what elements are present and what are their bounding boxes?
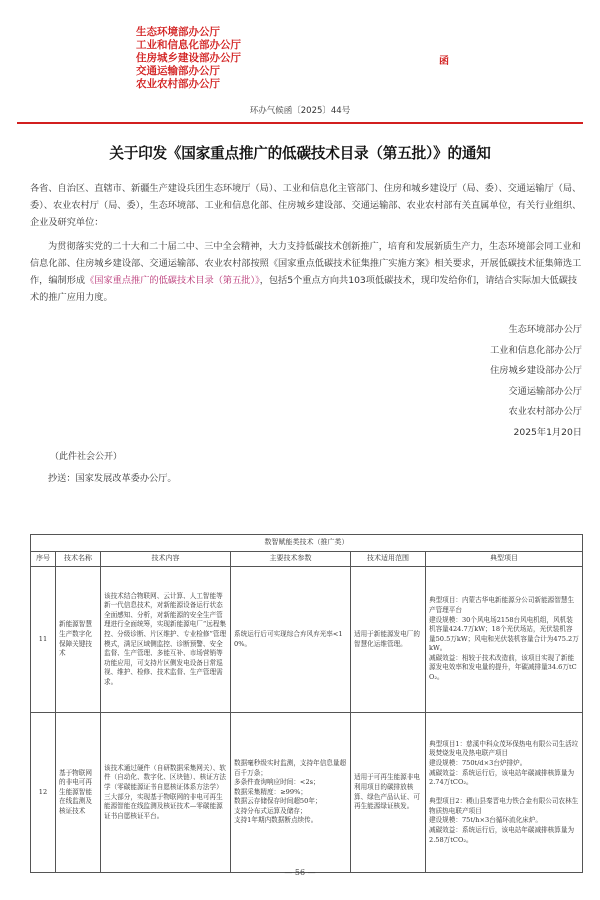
doc-number: 环办气候函〔2025〕44号 xyxy=(249,106,351,116)
signature-4: 交通运输部办公厅 xyxy=(508,385,582,397)
table-row xyxy=(31,713,583,873)
row-name: 新能源智慧生产数字化保障关键技术 xyxy=(56,567,101,713)
row-params: 数据毫秒级实时监测，支持年信息量超百千万条； 多条件查询响应时间：<2s； 数据采集精度：≥99%； 数据云存储保存时间超50年； 支持分布式运算及储存； 支持1年期内数据断点续传。 xyxy=(231,713,351,873)
issuer-list xyxy=(136,26,336,91)
row-no: 11 xyxy=(31,567,56,713)
technology-table xyxy=(30,534,583,873)
header-scope: 技术适用范围 xyxy=(351,552,426,567)
signature-3: 住房城乡建设部办公厅 xyxy=(490,365,582,377)
header-no: 序号 xyxy=(31,552,56,567)
issuer-5: 农业农村部办公厅 xyxy=(136,78,220,90)
issuer-4: 交通运输部办公厅 xyxy=(136,65,220,77)
page-title: 关于印发《国家重点推广的低碳技术目录（第五批）》的通知 xyxy=(109,145,491,162)
row-content: 该技术通过硬件（自研数据采集网关）、软件（自动化、数字化、区块链）、核证方法学（零碳能源证书自愿核证体系方法学）三大部分，实现基于物联网的非电可再生能源智能在线监测及核证技术—零碳能源证书自愿核证平台。 xyxy=(101,713,231,873)
row-no: 12 xyxy=(31,713,56,873)
signature-2: 工业和信息化部办公厅 xyxy=(490,344,582,356)
doc-type: 函 xyxy=(439,56,449,67)
row-project: 典型项目1：慈溪中科众茂环保热电有限公司生活垃圾焚烧发电及热电联产项目 建设规模：750t/d×3台炉排炉。 减碳效益：系统运行后，该电站年碳减排核算量为2.74万tCO₂。 典型项目2：稷山县秦晋电力铁合金有限公司农林生物质热电联产项目 建设规模：75t/h×3台循环流化床炉。 减碳效益：系统运行后，该电站年碳减排核算量为2.58万tCO₂。 xyxy=(426,713,583,873)
signature-5: 农业农村部办公厅 xyxy=(508,406,582,418)
row-name: 基于物联网的非电可再生能源智能在线监测及核证技术 xyxy=(56,713,101,873)
main-text-pre: 为贯彻落实党的二十大和二十届二中、三中全会精神，大力支持低碳技术创新推广，培育和发展新质生产力，生态环境部会同工业和信息化部、住房城乡建设部、交通运输部、农业农村部按照《国家重点低碳技术征集推广实施方案》相关要求，开展低碳技术征集筛选工作，编制形成 xyxy=(30,241,582,286)
main-text-post: ，包括5个重点方向共103项低碳技术，现印发给你们，请结合实际加大低碳技术的推广应用力度。 xyxy=(30,275,578,303)
header-params: 主要技术参数 xyxy=(231,552,351,567)
recipients-paragraph: 各省、自治区、直辖市、新疆生产建设兵团生态环境厅（局）、工业和信息化主管部门、住房和城乡建设厅（局、委）、交通运输厅（局、委）、农业农村厅（局、委），生态环境部、工业和信息化部、住房城乡建设部、交通运输部、农业农村部有关直属单位，有关行业组织、企业及研究单位： xyxy=(30,183,582,228)
header-project: 典型项目 xyxy=(426,552,583,567)
row-scope: 适用于新能源发电厂的智慧化运维管理。 xyxy=(351,567,426,713)
main-paragraph xyxy=(30,238,582,306)
catalog-link[interactable]: 《国家重点推广的低碳技术目录（第五批）》 xyxy=(85,275,260,286)
signature-1: 生态环境部办公厅 xyxy=(508,324,582,335)
header-content: 技术内容 xyxy=(101,552,231,567)
table-caption: 数智赋能类技术（推广类） xyxy=(31,535,583,552)
issue-date: 2025年1月20日 xyxy=(513,426,582,438)
row-scope: 适用于可再生能源非电利用项目的碳排放核算、绿色产品认证、可再生能源绿证核发。 xyxy=(351,713,426,873)
page-number: — 56 — xyxy=(284,868,316,877)
table-row xyxy=(31,567,583,713)
row-content: 该技术结合物联网、云计算、人工智能等新一代信息技术，对新能源设备运行状态全面感知、分析，对新能源的安全生产管理进行全面统筹，实现新能源电厂“远程集控、分级诊断、片区维护、专业检修”管理模式，满足区域侧监控、诊断预警、安全监督、生产管理、多能互补、市场营销等功能应用，可支持片区侧发电设备日常巡视、维护、检修、技术监督、生产管理需求。 xyxy=(101,567,231,713)
public-note: （此件社会公开） xyxy=(50,452,123,462)
issuer-1: 生态环境部办公厅 xyxy=(136,26,220,38)
signature-block xyxy=(490,320,582,444)
cc-line: 抄送：国家发展改革委办公厅。 xyxy=(48,473,177,484)
issuer-2: 工业和信息化部办公厅 xyxy=(136,39,241,51)
header-name: 技术名称 xyxy=(56,552,101,567)
row-project: 典型项目：内蒙古华电新能源分公司新能源智慧生产管理平台 建设规模：30个风电场2158台风电机组，风机装机容量424.7万kW；18个光伏场站，光伏装机容量50.5万kW；风电和光伏装机容量合计为475.2万kW。 减碳效益：相较于技术改造前，该项目实现了新能源发电效率和发电量的提升，年碳减排量34.6万tCO₂。 xyxy=(426,567,583,713)
table-header-row xyxy=(31,552,583,567)
row-params: 系统运行后可实现综合弃风弃光率<10%。 xyxy=(231,567,351,713)
issuer-3: 住房城乡建设部办公厅 xyxy=(136,52,241,64)
red-divider xyxy=(17,122,583,124)
